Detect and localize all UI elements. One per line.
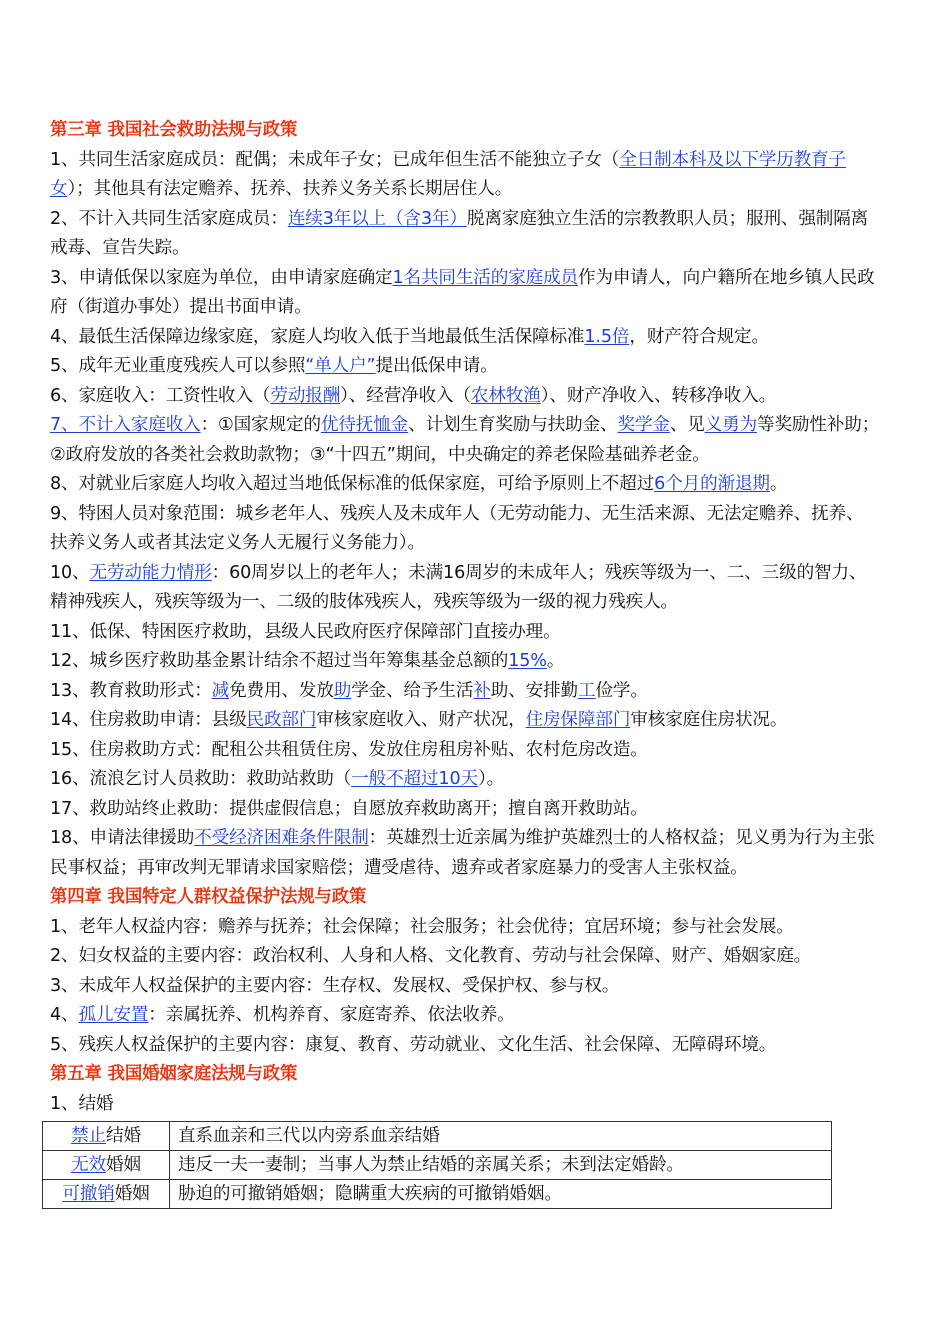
highlighted-term: 不受经济困难条件限制 xyxy=(194,828,369,848)
text-segment: 审核家庭收入、财产状况， xyxy=(316,710,526,730)
text-segment: 2、妇女权益的主要内容：政治权利、人身和人格、文化教育、劳动与社会保障、财产、婚姻家庭。 xyxy=(50,946,812,966)
table-cell-description: 违反一夫一妻制；当事人为禁止结婚的亲属关系；未到法定婚龄。 xyxy=(170,1151,832,1180)
text-segment: 11、低保、特困医疗救助，县级人民政府医疗保障部门直接办理。 xyxy=(50,621,561,642)
highlighted-term: 7、不计入家庭收入 xyxy=(50,415,201,435)
list-item xyxy=(50,264,880,323)
text-segment: 9、特困人员对象范围：城乡老年人、残疾人及未成年人（无劳动能力、无生活来源、无法定赡养、抚养、扶养义务人或者其法定义务人无履行义务能力）。 xyxy=(50,503,864,553)
text-segment: 14、住房救助申请：县级 xyxy=(50,710,247,730)
highlighted-term: 农林牧渔 xyxy=(470,385,541,406)
list-item xyxy=(50,824,880,883)
chapter-3-heading: 第三章 我国社会救助法规与政策 xyxy=(50,120,298,140)
text-segment: 1、共同生活家庭成员：配偶；未成年子女；已成年但生活不能独立子女（ xyxy=(50,149,620,170)
highlighted-term: 无效 xyxy=(71,1155,106,1175)
list-item xyxy=(50,618,880,648)
list-item xyxy=(50,470,880,500)
text-segment: ：60周岁以上的老年人；未满16周岁的未成年人；残疾等级为一、二、三级的智力、精神残疾人，残疾等级为一、二级的肢体残疾人，残疾等级为一级的视力残疾人。 xyxy=(50,562,867,612)
table-cell-description: 胁迫的可撤销婚姻；隐瞒重大疾病的可撤销婚姻。 xyxy=(170,1180,832,1209)
highlighted-term: 义勇为 xyxy=(704,415,758,435)
table-cell-type xyxy=(43,1151,170,1180)
text-segment: 2、不计入共同生活家庭成员： xyxy=(50,208,288,229)
text-segment: 3、申请低保以家庭为单位，由申请家庭确定 xyxy=(50,267,393,288)
text-segment: 、见 xyxy=(669,415,705,435)
text-segment: 16、流浪乞讨人员救助：救助站救助（ xyxy=(50,769,352,789)
text-segment: 18、申请法律援助 xyxy=(50,828,195,848)
highlighted-term: 住房保障部门 xyxy=(525,710,631,730)
text-segment: 。 xyxy=(546,651,565,671)
chapter-4-heading: 第四章 我国特定人群权益保护法规与政策 xyxy=(50,887,367,907)
highlighted-term: 助 xyxy=(333,680,352,701)
table-row xyxy=(43,1180,832,1209)
text-segment: 13、教育救助形式： xyxy=(50,680,212,701)
list-item xyxy=(50,972,880,1002)
table-row xyxy=(43,1151,832,1180)
highlighted-term: 无劳动能力情形 xyxy=(89,562,212,583)
marriage-table xyxy=(42,1121,832,1209)
highlighted-term: 全日制本科及以下学历教育子女 xyxy=(50,149,847,199)
list-item xyxy=(50,795,880,825)
text-segment: 15、住房救助方式：配租公共租赁住房、发放住房租房补贴、农村危房改造。 xyxy=(50,739,648,760)
list-item xyxy=(50,736,880,766)
highlighted-term: 1名共同生活的家庭成员 xyxy=(392,267,578,288)
highlighted-term: 连续3年以上（含3年） xyxy=(287,208,467,229)
table-cell-description: 直系血亲和三代以内旁系血亲结婚 xyxy=(170,1122,832,1151)
text-segment: 12、城乡医疗救助基金累计结余不超过当年筹集基金总额的 xyxy=(50,651,509,671)
list-item xyxy=(50,765,880,795)
highlighted-term: 优待抚恤金 xyxy=(320,415,409,435)
highlighted-term: 奖学金 xyxy=(617,415,670,435)
text-segment: 作为申请人，向户籍所在地乡镇人民政府（街道办事处）提出书面申请。 xyxy=(50,267,875,317)
table-row xyxy=(43,1122,832,1151)
list-item xyxy=(50,942,880,972)
list-item xyxy=(50,352,880,382)
highlighted-term: 6个月的渐退期 xyxy=(654,474,770,494)
text-segment: 结婚 xyxy=(106,1126,141,1146)
text-segment: 3、未成年人权益保护的主要内容：生存权、发展权、受保护权、参与权。 xyxy=(50,975,620,996)
list-item xyxy=(50,411,880,470)
text-segment: 1、老年人权益内容：赡养与抚养；社会保障；社会服务；社会优待；宜居环境；参与社会发展。 xyxy=(50,916,794,937)
text-segment: 等奖励性补助；②政府发放的各类社会救助款物；③“十四五”期间，中央确定的养老保险基础养老金。 xyxy=(50,415,880,465)
text-segment: 5、成年无业重度残疾人可以参照 xyxy=(50,356,306,376)
text-segment: 审核家庭住房状况。 xyxy=(630,710,788,730)
highlighted-term: 补 xyxy=(473,680,491,701)
list-item xyxy=(50,323,880,353)
text-segment: 俭学。 xyxy=(595,680,648,701)
list-item xyxy=(50,706,880,736)
list-item xyxy=(50,913,880,943)
text-segment: ，财产符合规定。 xyxy=(629,326,769,347)
highlighted-term: 可撤销 xyxy=(62,1184,115,1204)
highlighted-term: 15% xyxy=(508,651,547,671)
list-item xyxy=(50,500,880,559)
text-segment: 提出低保申请。 xyxy=(375,356,498,376)
list-item xyxy=(50,382,880,412)
text-segment: 4、最低生活保障边缘家庭，家庭人均收入低于当地最低生活保障标准 xyxy=(50,326,585,347)
text-segment: ）；其他具有法定赡养、抚养、扶养义务关系长期居住人。 xyxy=(67,179,513,199)
text-segment: 6、家庭收入：工资性收入（ xyxy=(50,385,271,406)
text-segment: 。 xyxy=(769,474,788,494)
text-segment: 脱离家庭独立生活的宗教教职人员；服刑、强制隔离戒毒、宣告失踪。 xyxy=(50,208,869,258)
text-segment: ）。 xyxy=(477,769,505,789)
text-segment: 4、 xyxy=(50,1005,79,1025)
text-segment: 8、对就业后家庭人均收入超过当地低保标准的低保家庭，可给予原则上不超过 xyxy=(50,474,655,494)
document-body xyxy=(50,116,880,1209)
list-item xyxy=(50,677,880,707)
text-segment: 学金、给予生活 xyxy=(351,680,474,701)
table-cell-type xyxy=(43,1180,170,1209)
text-segment: 婚姻 xyxy=(106,1155,141,1175)
marriage-subheading: 1、结婚 xyxy=(50,1093,114,1114)
text-segment: 、计划生育奖励与扶助金、 xyxy=(408,415,618,435)
text-segment: ）、财产净收入、转移净收入。 xyxy=(540,385,777,406)
text-segment: ：①国家规定的 xyxy=(200,415,321,435)
list-item xyxy=(50,205,880,264)
list-item xyxy=(50,1031,880,1061)
text-segment: 5、残疾人权益保护的主要内容：康复、教育、劳动就业、文化生活、社会保障、无障碍环境。 xyxy=(50,1034,777,1055)
highlighted-term: 工 xyxy=(578,680,596,701)
list-item xyxy=(50,559,880,618)
text-segment: ：亲属抚养、机构养育、家庭寄养、依法收养。 xyxy=(148,1005,515,1025)
list-item xyxy=(50,146,880,205)
highlighted-term: 一般不超过10天 xyxy=(351,769,478,789)
table-cell-type xyxy=(43,1122,170,1151)
text-segment: ）、经营净收入（ xyxy=(340,385,471,406)
highlighted-term: 禁止 xyxy=(71,1126,106,1146)
chapter-5-heading: 第五章 我国婚姻家庭法规与政策 xyxy=(50,1064,298,1084)
highlighted-term: 1.5倍 xyxy=(584,326,630,347)
text-segment: 17、救助站终止救助：提供虚假信息；自愿放弃救助离开；擅自离开救助站。 xyxy=(50,798,648,819)
text-segment: 助、安排勤 xyxy=(490,680,579,701)
list-item xyxy=(50,1001,880,1031)
highlighted-term: 孤儿安置 xyxy=(78,1005,149,1025)
text-segment: 婚姻 xyxy=(114,1184,150,1204)
highlighted-term: 民政部门 xyxy=(246,710,317,730)
text-segment: ：英雄烈士近亲属为维护英雄烈士的人格权益；见义勇为行为主张民事权益；再审改判无罪请求国家赔偿；遭受虐待、遗弃或者家庭暴力的受害人主张权益。 xyxy=(50,828,875,878)
highlighted-term: “单人户” xyxy=(305,356,376,376)
text-segment: 免费用、发放 xyxy=(229,680,334,701)
list-item xyxy=(50,647,880,677)
highlighted-term: 减 xyxy=(211,680,230,701)
chapter-4-list xyxy=(50,913,880,1061)
highlighted-term: 劳动报酬 xyxy=(270,385,341,406)
text-segment: 10、 xyxy=(50,562,90,583)
chapter-3-list xyxy=(50,146,880,884)
